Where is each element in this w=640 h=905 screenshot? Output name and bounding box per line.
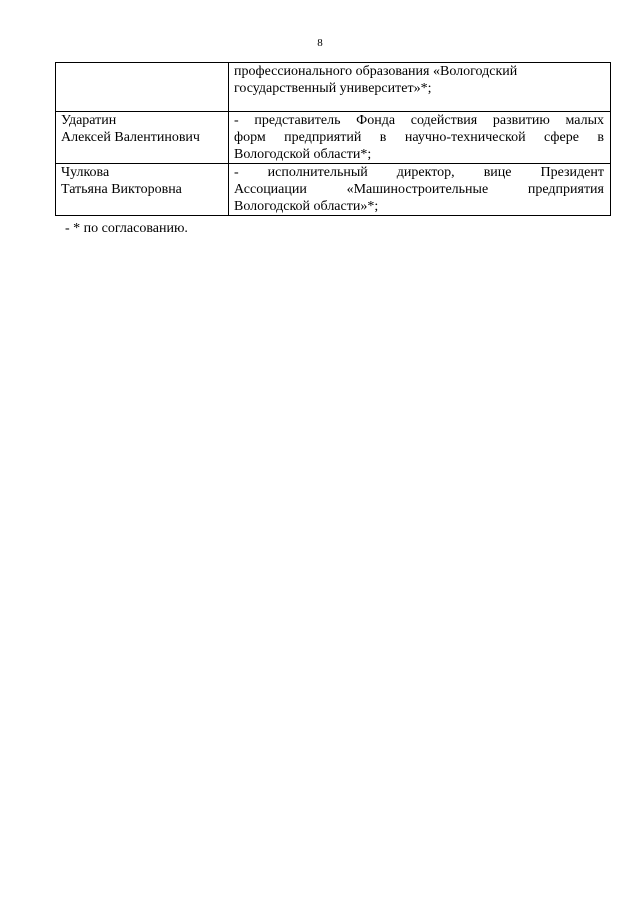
description-line: форм предприятий в научно-технической сфере в (234, 130, 604, 145)
member-surname: Ударатин (61, 113, 117, 128)
member-description-cell (229, 63, 611, 112)
member-description-cell (229, 164, 611, 216)
description-line: Вологодской области*; (234, 147, 372, 162)
member-name-cell (56, 112, 229, 164)
member-given-names: Татьяна Викторовна (61, 182, 182, 197)
member-given-names: Алексей Валентинович (61, 130, 200, 145)
member-name-cell (56, 164, 229, 216)
description-line: Вологодской области»*; (234, 199, 379, 214)
description-line: государственный университет»*; (234, 81, 432, 96)
description-line: - исполнительный директор, вице Президент (234, 165, 604, 180)
footnote: - * по согласованию. (65, 221, 188, 236)
table-row (56, 63, 611, 112)
page-number: 8 (317, 37, 323, 49)
description-line: - представитель Фонда содействия развитию малых (234, 113, 604, 128)
member-surname: Чулкова (61, 165, 110, 180)
description-line: Ассоциации «Машиностроительные предприятия (234, 182, 604, 197)
table-row (56, 164, 611, 216)
description-line: профессионального образования «Вологодский (234, 64, 518, 79)
member-description-cell (229, 112, 611, 164)
member-name-cell (56, 63, 229, 112)
table-row (56, 112, 611, 164)
members-table (55, 62, 611, 216)
